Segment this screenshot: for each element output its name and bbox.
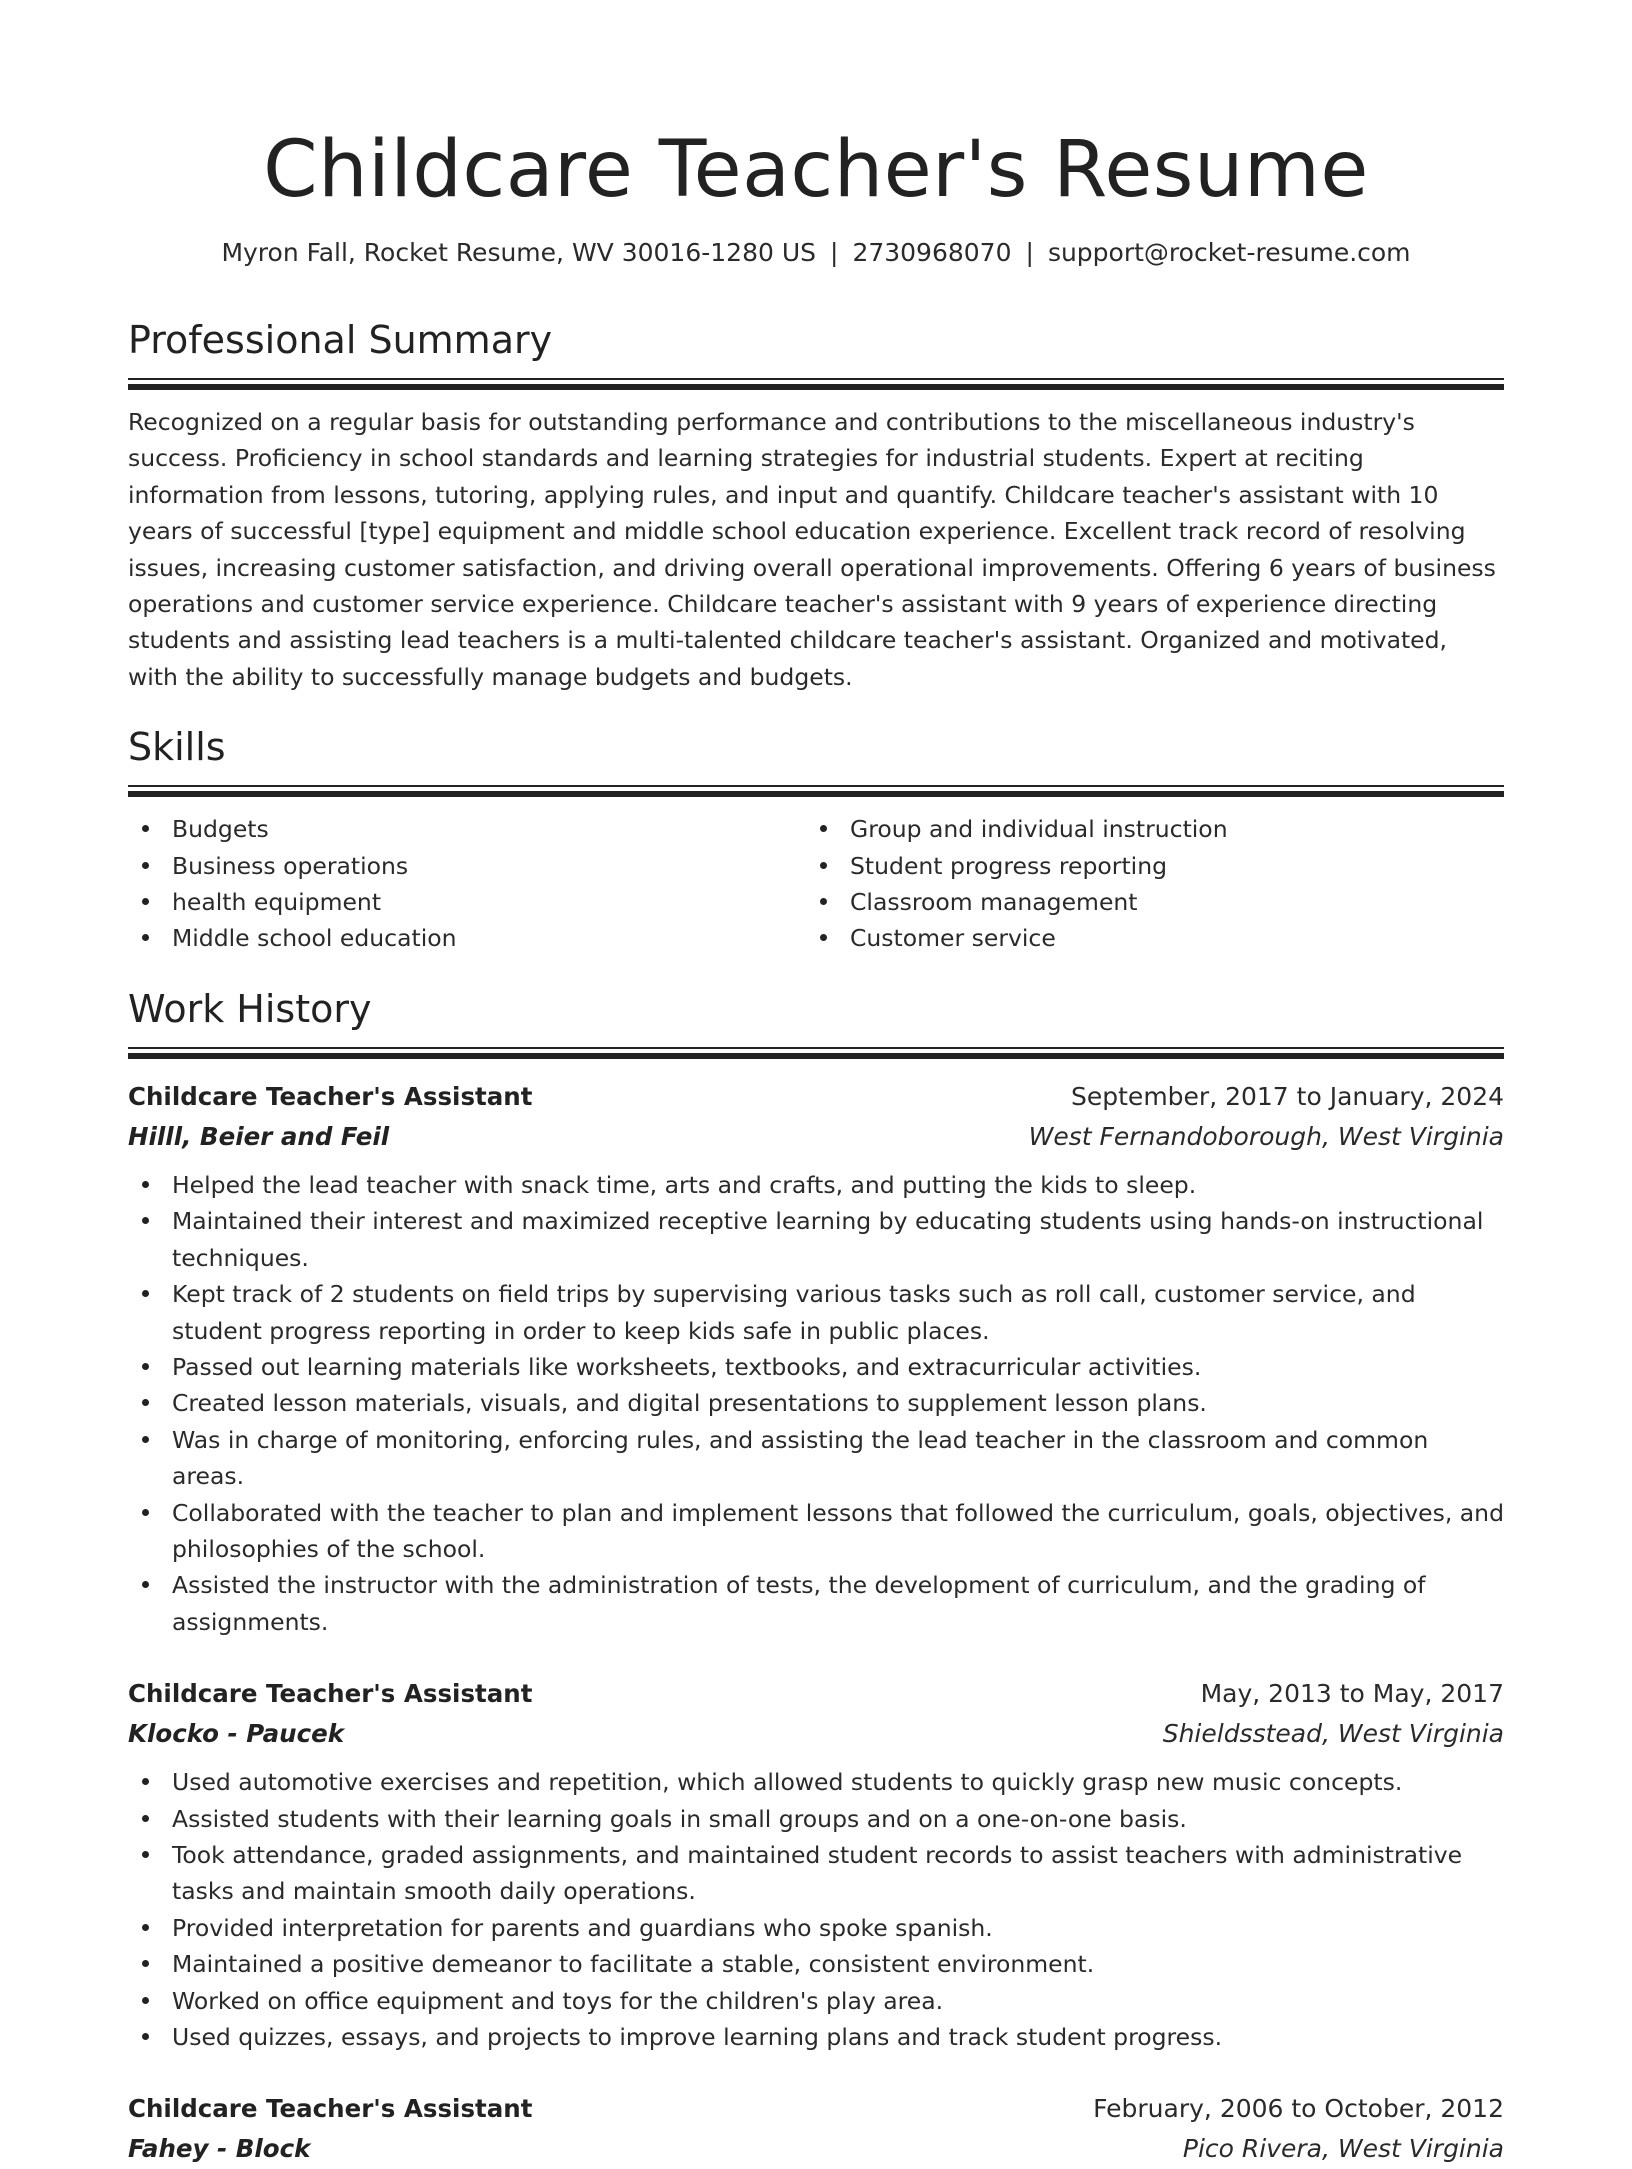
job-duty-item: Worked on office equipment and toys for the children's play area. (128, 1983, 1504, 2019)
job-duty-item: Used automotive exercises and repetition, which allowed students to quickly grasp new music concepts. (128, 1764, 1504, 1800)
section-heading-work: Work History (128, 986, 372, 1031)
skill-item: Business operations (128, 848, 806, 884)
job-dates: September, 2017 to January, 2024 (1071, 1081, 1504, 1111)
skill-item: Middle school education (128, 920, 806, 956)
skill-item: health equipment (128, 884, 806, 920)
job-duty-item: Assisted the instructor with the administration of tests, the development of curriculum, and the grading of assignments. (128, 1567, 1504, 1640)
job-duties-list (128, 1764, 1504, 2055)
skill-item: Student progress reporting (806, 848, 1484, 884)
job-entry (128, 2089, 1504, 2169)
contact-address: Myron Fall, Rocket Resume, WV 30016-1280 US (221, 238, 816, 267)
section-heading-skills: Skills (128, 725, 226, 770)
job-location: Shieldsstead, West Virginia (1162, 1719, 1504, 1749)
job-header (128, 2089, 1504, 2129)
skills-section (128, 723, 1504, 957)
contact-email: support@rocket-resume.com (1047, 238, 1411, 267)
job-duty-item: Kept track of 2 students on field trips by supervising various tasks such as roll call, customer service, and student progress reporting in order to keep kids safe in public places. (128, 1276, 1504, 1349)
work-history-section (128, 985, 1504, 2169)
contact-separator: | (830, 238, 839, 267)
job-duties-list (128, 1167, 1504, 1640)
skill-item: Customer service (806, 920, 1484, 956)
job-company: Hilll, Beier and Feil (128, 1121, 390, 1151)
contact-separator: | (1025, 238, 1034, 267)
skills-column-right (806, 811, 1484, 957)
section-divider (128, 785, 1504, 797)
contact-phone: 2730968070 (852, 238, 1012, 267)
job-entry (128, 1077, 1504, 1640)
job-duty-item: Used quizzes, essays, and projects to improve learning plans and track student progress. (128, 2019, 1504, 2055)
skill-item: Group and individual instruction (806, 811, 1484, 847)
skill-item: Budgets (128, 811, 806, 847)
job-title: Childcare Teacher's Assistant (128, 1679, 533, 1709)
job-dates: May, 2013 to May, 2017 (1200, 1679, 1504, 1709)
job-duty-item: Assisted students with their learning goals in small groups and on a one-on-one basis. (128, 1801, 1504, 1837)
job-header (128, 1674, 1504, 1714)
skills-grid (128, 811, 1504, 957)
job-subheader (128, 1714, 1504, 1754)
job-title: Childcare Teacher's Assistant (128, 1081, 533, 1111)
job-duty-item: Took attendance, graded assignments, and maintained student records to assist teachers with administrative tasks and maintain smooth daily operations. (128, 1837, 1504, 1910)
skill-item: Classroom management (806, 884, 1484, 920)
job-duty-item: Created lesson materials, visuals, and digital presentations to supplement lesson plans. (128, 1385, 1504, 1421)
skills-column-left (128, 811, 806, 957)
job-duty-item: Passed out learning materials like worksheets, textbooks, and extracurricular activities. (128, 1349, 1504, 1385)
job-duty-item: Maintained a positive demeanor to facilitate a stable, consistent environment. (128, 1946, 1504, 1982)
resume-page (128, 0, 1504, 2169)
job-duty-item: Maintained their interest and maximized receptive learning by educating students using hands-on instructional techniques. (128, 1203, 1504, 1276)
job-location: Pico Rivera, West Virginia (1182, 2134, 1504, 2164)
section-divider (128, 1047, 1504, 1059)
summary-paragraph: Recognized on a regular basis for outstanding performance and contributions to the miscellaneous industry's success. Proficiency in school standards and learning strategies for industrial students. Expert at reciting information from lessons, tutoring, applying rules, and input and quantify. Childcare teacher's assistant with 10 years of successful [type] equipment and middle school education experience. Excellent track record of resolving issues, increasing customer satisfaction, and driving overall operational improvements. Offering 6 years of business operations and customer service experience. Childcare teacher's assistant with 9 years of experience directing students and assisting lead teachers is a multi-talented childcare teacher's assistant. Organized and motivated, with the ability to successfully manage budgets and budgets. (128, 408, 1496, 691)
job-location: West Fernandoborough, West Virginia (1028, 1121, 1504, 1151)
job-duty-item: Helped the lead teacher with snack time, arts and crafts, and putting the kids to sleep. (128, 1167, 1504, 1203)
job-duty-item: Was in charge of monitoring, enforcing rules, and assisting the lead teacher in the classroom and common areas. (128, 1422, 1504, 1495)
job-company: Klocko - Paucek (128, 1719, 345, 1749)
section-heading-summary: Professional Summary (128, 318, 553, 362)
job-entry (128, 1674, 1504, 2055)
professional-summary-section (128, 316, 1504, 695)
job-header (128, 1077, 1504, 1117)
job-subheader (128, 2129, 1504, 2169)
contact-line (128, 236, 1504, 270)
section-divider (128, 378, 1504, 390)
job-title: Childcare Teacher's Assistant (128, 2094, 533, 2124)
job-duty-item: Collaborated with the teacher to plan and implement lessons that followed the curriculum, goals, objectives, and philosophies of the school. (128, 1495, 1504, 1568)
job-dates: February, 2006 to October, 2012 (1093, 2094, 1504, 2124)
document-title: Childcare Teacher's Resume (263, 125, 1369, 215)
job-company: Fahey - Block (128, 2134, 311, 2164)
job-duty-item: Provided interpretation for parents and guardians who spoke spanish. (128, 1910, 1504, 1946)
job-subheader (128, 1117, 1504, 1157)
